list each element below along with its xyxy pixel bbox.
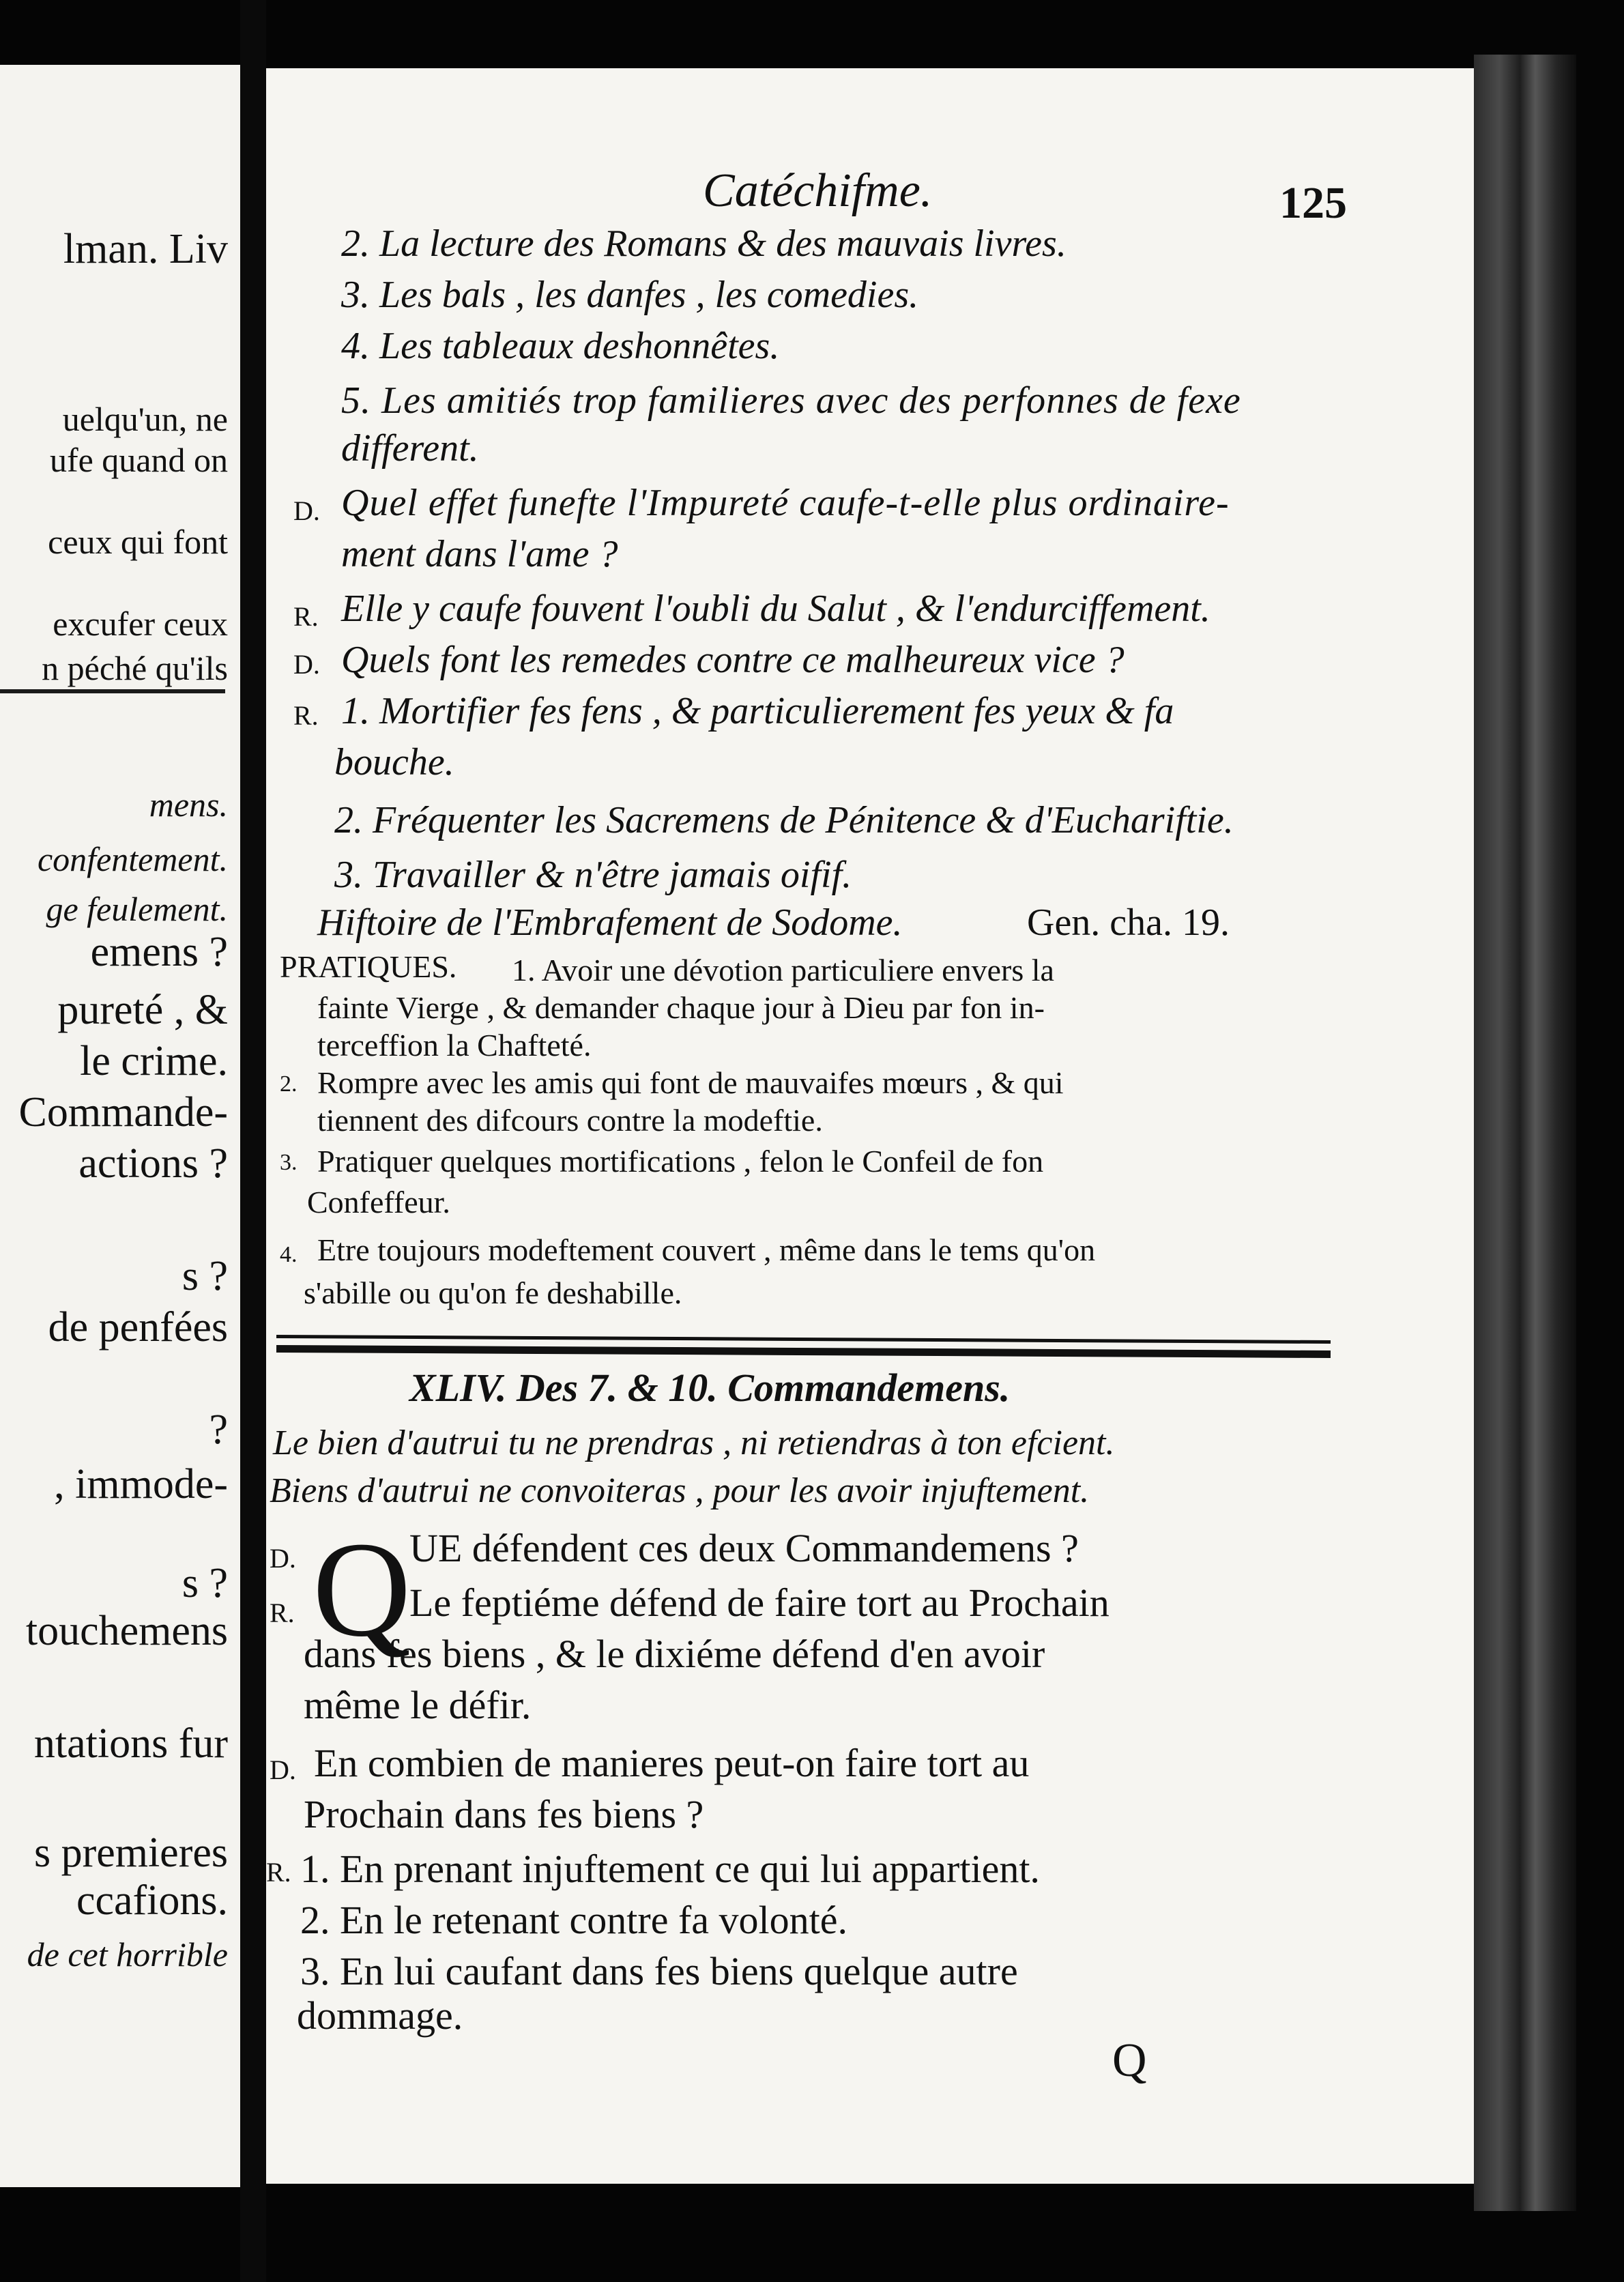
- body-line: 1. Mortifier fes fens , & particulierement fes yeux & fa: [341, 690, 1174, 732]
- body-line: different.: [341, 427, 479, 470]
- body-line: dommage.: [297, 1993, 463, 2038]
- left-line: le crime.: [80, 1038, 228, 1084]
- body-line: 5. Les amitiés trop familieres avec des perfonnes de fexe: [341, 379, 1241, 422]
- left-line: de penfées: [48, 1304, 228, 1351]
- pratique-line: Confeffeur.: [307, 1185, 450, 1219]
- left-line: pureté , &: [57, 987, 228, 1033]
- left-line: s ?: [182, 1253, 228, 1299]
- answer-marker: R.: [293, 700, 319, 731]
- pratique-number: 2.: [280, 1071, 298, 1097]
- pratique-line: Pratiquer quelques mortifications , felon le Confeil de fon: [317, 1144, 1044, 1179]
- answer-marker: R.: [270, 1598, 295, 1628]
- body-line: dans fes biens , & le dixiéme défend d'en avoir: [304, 1632, 1045, 1676]
- answer-marker: R.: [266, 1857, 291, 1888]
- body-line: 1. En prenant injuftement ce qui lui appartient.: [300, 1847, 1040, 1891]
- left-rule: [0, 689, 225, 693]
- left-line: actions ?: [78, 1140, 228, 1187]
- pratique-line: Rompre avec les amis qui font de mauvaifes mœurs , & qui: [317, 1065, 1064, 1100]
- catchword: Q: [1112, 2034, 1147, 2087]
- body-line: Le feptiéme défend de faire tort au Prochain: [409, 1580, 1110, 1625]
- pratique-line: tiennent des difcours contre la modeftie.: [317, 1103, 823, 1138]
- left-line: , immode-: [54, 1461, 228, 1507]
- question-marker: D.: [293, 495, 320, 526]
- section-title: XLIV. Des 7. & 10. Commandemens.: [409, 1366, 1011, 1410]
- book-edge: [1474, 55, 1576, 2211]
- left-line: n péché qu'ils: [42, 649, 228, 687]
- body-line: 3. En lui caufant dans fes biens quelque autre: [300, 1949, 1018, 1993]
- left-line: confentement.: [37, 840, 228, 878]
- body-line: Quel effet funefte l'Impureté caufe-t-elle plus ordinaire-: [341, 482, 1230, 524]
- body-line: 2. La lecture des Romans & des mauvais livres.: [341, 222, 1067, 265]
- body-line: 3. Travailler & n'être jamais oifif.: [334, 854, 852, 896]
- body-line: 2. Fréquenter les Sacremens de Pénitence & d'Euchariftie.: [334, 799, 1234, 841]
- question-marker: D.: [270, 1754, 296, 1785]
- pratique-line: fainte Vierge , & demander chaque jour à Dieu par fon in-: [317, 990, 1045, 1025]
- pratique-line: terceffion la Chafteté.: [317, 1028, 592, 1063]
- left-line: de cet horrible: [27, 1935, 228, 1974]
- body-line: bouche.: [334, 741, 454, 783]
- question-marker: D.: [270, 1543, 296, 1574]
- pratique-line: Etre toujours modeftement couvert , même dans le tems qu'on: [317, 1232, 1096, 1267]
- left-line: ntations fur: [33, 1720, 228, 1767]
- body-line: 4. Les tableaux deshonnêtes.: [341, 325, 780, 367]
- left-line: ccafions.: [76, 1877, 228, 1924]
- left-line: ge feulement.: [46, 890, 228, 928]
- section-rule-thick: [276, 1345, 1331, 1358]
- body-line: 3. Les bals , les danfes , les comedies.: [341, 274, 919, 316]
- page-title: Catéchifme.: [703, 164, 933, 217]
- left-line: ceux qui font: [48, 523, 228, 561]
- left-line: emens ?: [90, 929, 228, 975]
- left-line: ufe quand on: [49, 441, 228, 479]
- question-marker: D.: [293, 649, 320, 680]
- body-line: même le défir.: [304, 1683, 532, 1727]
- pratiques-label: PRATIQUES.: [280, 949, 457, 984]
- left-line: s ?: [182, 1560, 228, 1606]
- drop-capital: Q: [313, 1514, 411, 1665]
- body-line: En combien de manieres peut-on faire tort au: [314, 1741, 1030, 1785]
- pratique-line: s'abille ou qu'on fe deshabille.: [304, 1275, 682, 1310]
- scripture-reference: Gen. cha. 19.: [1027, 901, 1230, 944]
- left-line: excufer ceux: [53, 605, 228, 643]
- page-number: 125: [1279, 178, 1347, 228]
- answer-marker: R.: [293, 601, 319, 632]
- body-line: ment dans l'ame ?: [341, 533, 618, 575]
- body-line: Prochain dans fes biens ?: [304, 1792, 704, 1836]
- book-gutter: [240, 0, 266, 2282]
- verse-line: Le bien d'autrui tu ne prendras , ni retiendras à ton efcient.: [273, 1424, 1115, 1462]
- body-line: 2. En le retenant contre fa volonté.: [300, 1898, 848, 1942]
- history-reference: Hiftoire de l'Embrafement de Sodome.: [317, 901, 903, 944]
- left-line: touchemens: [25, 1608, 228, 1654]
- left-facing-page: [0, 65, 240, 2187]
- pratique-number: 3.: [280, 1150, 298, 1175]
- left-line: mens.: [149, 785, 228, 824]
- verse-line: Biens d'autrui ne convoiteras , pour les avoir injuftement.: [270, 1471, 1090, 1510]
- section-rule: [276, 1335, 1331, 1344]
- main-page: [266, 68, 1474, 2184]
- body-line: Elle y caufe fouvent l'oubli du Salut , & l'endurciffement.: [341, 588, 1210, 630]
- pratique-line: 1. Avoir une dévotion particuliere envers la: [512, 953, 1054, 987]
- body-line: UE défendent ces deux Commandemens ?: [409, 1526, 1079, 1570]
- left-line: Commande-: [18, 1089, 228, 1136]
- left-line: lman. Liv: [63, 226, 228, 272]
- left-line: s premieres: [33, 1830, 228, 1876]
- pratique-number: 4.: [280, 1242, 298, 1267]
- left-line: uelqu'un, ne: [62, 400, 228, 438]
- body-line: Quels font les remedes contre ce malheureux vice ?: [341, 639, 1125, 681]
- left-line: ?: [209, 1406, 228, 1453]
